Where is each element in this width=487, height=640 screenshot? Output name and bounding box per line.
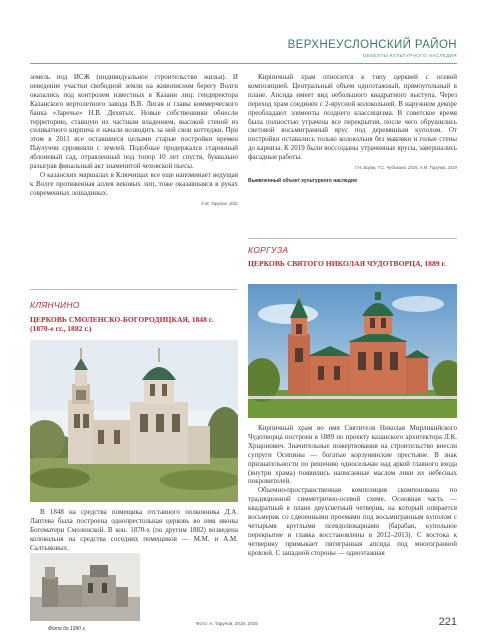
section-left-title: ЦЕРКОВЬ СМОЛЕНСКО-БОГОРОДИЦКАЯ, 1848 г. (1870-е гг., 1882 г.) bbox=[30, 315, 214, 333]
region-title: ВЕРХНЕУСЛОНСКИЙ РАЙОН bbox=[287, 39, 457, 51]
left-paragraph-1: земель под ИСЖ (индивидуальное строительство жилья). И неведение участки свободной земли на живописном берегу Волги оказались под контролем известных в Казани лиц: гендиректора Казанского вертолетного завода В.В. Лигая и главы коммерческого банка «Заречье» Н.В. Дехятых. Новые собственники обнесли территорию, ставшую их частным владением, высокой стеной из силикатного кирпича и начали возводить за ней свои коттеджи. При этом в 2011 все оставшиеся целыми старые постройки времен Паулуччи срровняли с землей. Подобные продержался старинный яблоневый сад, отравленный под топор 10 лет спустя, буквально разыграв финальный акт знаменитой чеховской пьесы. bbox=[30, 73, 238, 171]
nikolai-church-paragraph-2: Объемно-пространственная композиция скомпонована по традиционной симметрично-осевой схеме. Основная часть — квадратный в плане двухсветный четверик, на который опирается восьмерик со сдвоенными проемами под восьмигранным куполом с четырьмя круглыми псевдолюкарнами (барабан, купольное перекрытие и главка восстановлены в 2012–2013). С востока к четверику примыкает пятигранная апсида под многогранной кровлей. С западной стороны — одноэтажная bbox=[248, 486, 457, 557]
smolensk-church-text: В 1848 на средства помещика отставного полковника Д.А. Лаптева была построена однопрестольная церковь во имя иконы Богоматери Смоленской. В кон. 1870-х (по другим 1882) возведена колокольня на средства соседних помещиков — М.М. и А.М. Салтыковых. bbox=[30, 508, 238, 552]
heritage-note: Выявленный объект культурного наследия bbox=[248, 177, 357, 184]
right-section-divider bbox=[248, 238, 457, 239]
nikolai-church-photo bbox=[248, 284, 457, 418]
nikolai-church-illustration bbox=[248, 284, 457, 418]
old-photo-caption: Фото до 1990 г. bbox=[48, 626, 87, 632]
section-left-place: КЛЯНЧИНО bbox=[30, 300, 80, 310]
left-section-divider bbox=[30, 289, 238, 290]
photo-credit: Фото: А. Тарунов, 2019, 2016 bbox=[196, 621, 258, 626]
smolensk-church-illustration bbox=[30, 340, 238, 502]
region-subtitle: ОБЪЕКТЫ КУЛЬТУРНОГО НАСЛЕДИЯ bbox=[362, 53, 457, 58]
right-signature: Г.Н. Боров, Т.С. Чубыкина, 2015; А.М. Тарунов, 2019 bbox=[355, 165, 457, 171]
nikolai-church-paragraph-1: Кирпичный храм во имя Святителя Николая Мирликийского Чудотворца построен в 1889 по проекту казанского архитектора Л.К. Хрщонович. Значительные пожертвования на строительство внесли супруги Осипины — богатые корзунинские престьяне. В знак признательности по решению односельчан над аркой главного входа (внутри храма) появились написанные маслом лики их небесных покровителей. bbox=[248, 424, 457, 486]
right-top-text bbox=[248, 73, 457, 186]
old-church-photo bbox=[30, 553, 140, 621]
left-top-text bbox=[30, 73, 238, 209]
left-section-text bbox=[30, 508, 238, 553]
section-right-title: ЦЕРКОВЬ СВЯТОГО НИКОЛАЯ ЧУДОТВОРЦА, 1889 г. bbox=[248, 259, 446, 268]
page-number: 221 bbox=[438, 616, 457, 628]
header-divider bbox=[30, 63, 457, 64]
right-paragraph: Кирпичный храм относится к типу церквей с осевой композицией. Центральный объем одноэтажный, прямоугольный в плане. Апсида имеет вид небольшого квадратного выступа. Через переход храм соединен с 2-ярусной колокольней. В наружном декоре преобладают элементы позднего классицизма. В советское время была полностью утрачена все перекрытия, после чего обрушились световой восьмигранный ярус под деревянным куполом. От постройки оставались только колокольня без маковки и голые стены до карниза. К 2019 были воссозданы утраченные ярусы, завершались фасадные работы. bbox=[248, 73, 457, 162]
section-right-place: КОРГУЗА bbox=[248, 245, 289, 255]
right-section-text bbox=[248, 424, 457, 558]
left-paragraph-2: О казанских маршалах в Ключищах все еще напоминает ведущая к Волге протяженная аллея вековых лип, тоже оказавшаяся в рукax современных лошадиных. bbox=[30, 170, 238, 197]
left-signature: А.М. Тарунов, 2011 bbox=[200, 200, 238, 206]
old-church-illustration bbox=[30, 553, 140, 621]
smolensk-church-photo bbox=[30, 340, 238, 502]
